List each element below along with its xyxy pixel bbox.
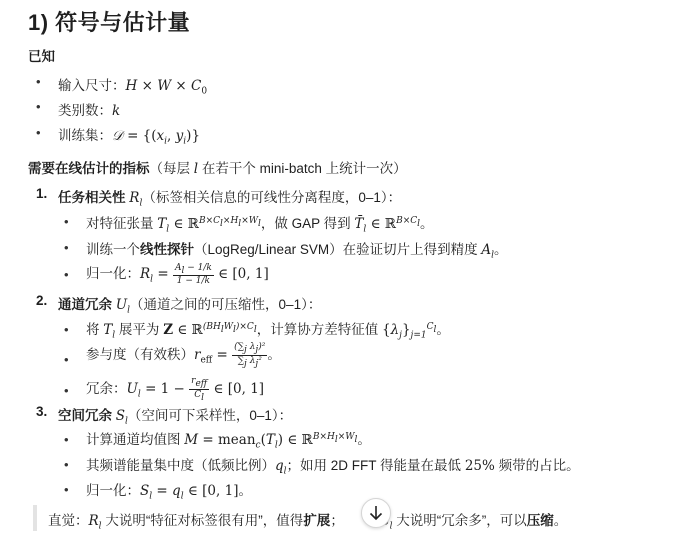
bullet-dot: • bbox=[64, 240, 69, 255]
bullet-dot: • bbox=[64, 214, 69, 229]
section-3-item-3: 归一化：$S_l = q_l$ ∈ [0, 1]。 bbox=[86, 483, 252, 502]
known-item-classes: 类别数：k bbox=[58, 103, 121, 119]
bullet-dot: • bbox=[64, 457, 69, 472]
bullet-dot: • bbox=[64, 482, 69, 497]
quote-bar bbox=[33, 505, 37, 531]
section-2-heading: 通道冗余 $U_l$（通道之间的可压缩性，0–1）： bbox=[58, 297, 322, 316]
section-2-number: 2. bbox=[36, 293, 48, 308]
known-item-trainset: 训练集：𝒟 = {($x_i$, $y_i$)} bbox=[58, 128, 201, 147]
scroll-to-bottom-button[interactable] bbox=[361, 498, 391, 528]
section-title: 1) 符号与估计量 bbox=[28, 10, 191, 35]
section-2-item-1: 将 $T_l$ 展平为 Z ∈ ℝ$^{(BH_lW_l)\times C_l}$，计算协方差特征值 $\{\lambda_j\}_{j=1}^{C_l}$。 bbox=[86, 321, 450, 341]
section-3-item-1: 计算通道均值图 $M = mean_c(T_l)$ ∈ ℝ$^{B\times H_l\times W_l}$。 bbox=[86, 431, 371, 451]
section-2-item-2: 参与度（有效秩）$r_{eff}$ = $\frac{(\sum_j \lambda_j)^2}{\sum_j \lambda_j^2}$ 。 bbox=[86, 342, 281, 369]
arrow-down-icon bbox=[369, 505, 383, 521]
bullet-dot: • bbox=[36, 74, 41, 89]
bullet-dot: • bbox=[64, 267, 69, 282]
bullet-dot: • bbox=[36, 125, 41, 140]
bullet-dot: • bbox=[64, 432, 69, 447]
section-1-number: 1. bbox=[36, 186, 48, 201]
known-heading: 已知 bbox=[28, 49, 55, 64]
section-3-item-2: 其频谱能量集中度（低频比例）$q_l$；如用 2D FFT 得能量在最低 25% 频带的占比。 bbox=[86, 458, 580, 477]
bullet-dot: • bbox=[36, 99, 41, 114]
intuition-quote: 直觉：$R_l$ 大说明“特征对标签很有用”，值得扩展； $_l$ 大说明“冗余多”，可以压缩。 bbox=[48, 513, 568, 532]
bullet-dot: • bbox=[64, 322, 69, 337]
section-3-heading: 空间冗余 $S_l$（空间可下采样性，0–1）： bbox=[58, 408, 293, 427]
section-2-item-3: 冗余：$U_l = 1$ − $\frac{r_{eff}}{C_l}$ ∈ [0, 1] bbox=[86, 376, 265, 403]
section-1-item-3: 归一化：$R_l$ = $\frac{A_l - 1/k}{1 - 1/k}$ ∈ [0, 1] bbox=[86, 262, 269, 287]
section-1-item-1: 对特征张量 $T_l$ ∈ ℝ$^{B\times C_l\times H_l\times W_l}$，做 GAP 得到 $T̄_l$ ∈ ℝ$^{B\times C_l}$。 bbox=[86, 215, 434, 235]
known-item-input-size: 输入尺寸：$H \times W \times C_0$ bbox=[58, 78, 208, 97]
bullet-dot: • bbox=[64, 352, 69, 367]
metrics-heading: 需要在线估计的指标（每层 l 在若干个 mini-batch 上统计一次） bbox=[28, 161, 407, 177]
section-3-number: 3. bbox=[36, 404, 48, 419]
section-1-heading: 任务相关性 $R_l$（标签相关信息的可线性分离程度，0–1）： bbox=[58, 190, 402, 209]
bullet-dot: • bbox=[64, 383, 69, 398]
section-1-item-2: 训练一个线性探针（LogReg/Linear SVM）在验证切片上得到精度 $A_l$。 bbox=[86, 242, 508, 261]
